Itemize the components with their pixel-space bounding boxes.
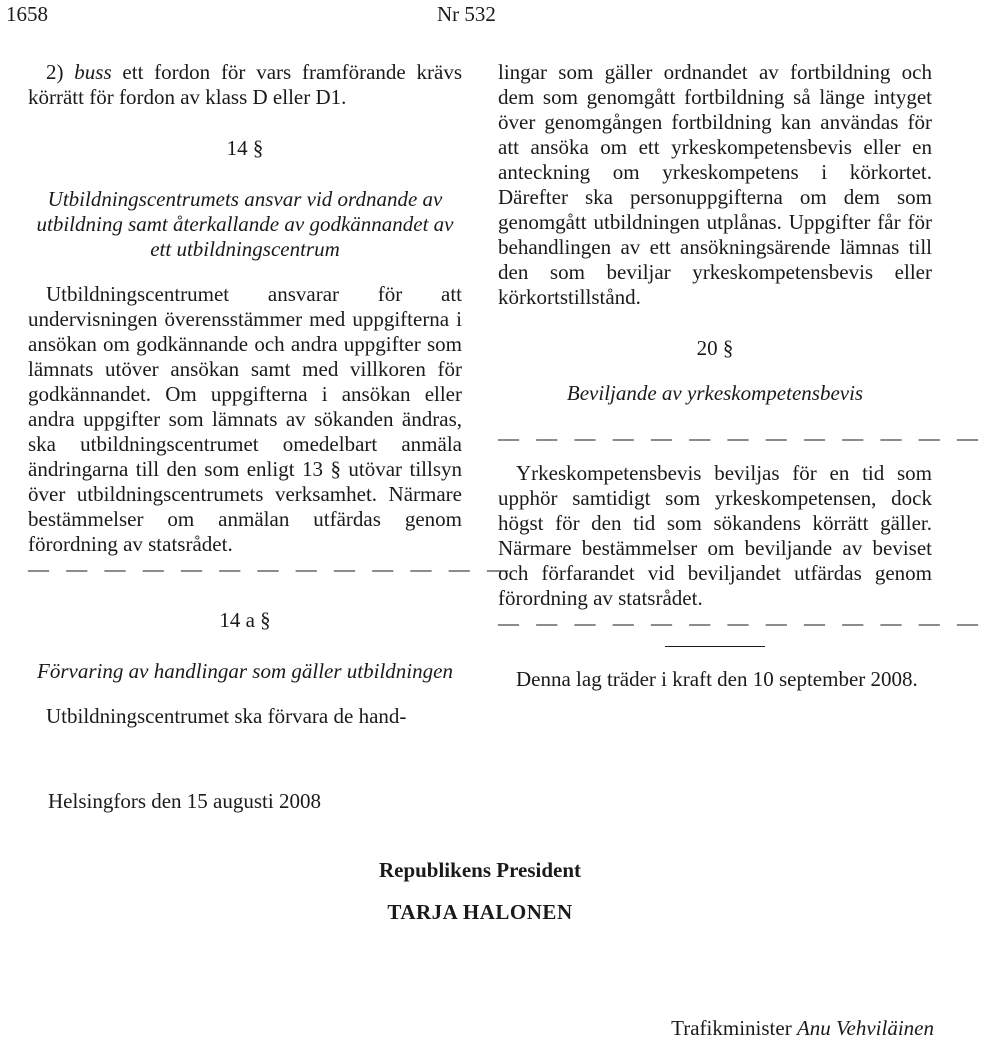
- definition-text: ett fordon för vars framförande krävs körrätt för fordon av klass D eller D1.: [28, 60, 462, 109]
- definition-paragraph: [28, 60, 462, 110]
- continuation-paragraph: lingar som gäller ordnandet av fortbildning och dem som genomgått fortbildning så länge intyget över genomgången fortbildning kan användas för att ansöka om ett yrkeskompetensbevis eller en anteckning om yrkeskompetens i körkortet. Därefter ska personuppgifterna om dem som genomgått utbildningen utplånas. Uppgifter får för behandlingen av ett ansökningsärende lämnas till den som beviljar yrkeskompetensbevis eller körkortstillstånd.: [498, 60, 932, 309]
- section-14-body: Utbildningscentrumet ansvarar för att undervisningen överensstämmer med uppgifterna i ansökan om godkännande och andra uppgifter som lämnats utöver ansökan samt med villkoren för godkännandet. Om uppgifterna i ansökan eller andra uppgifter som lämnats av sökanden ändras, ska utbildningscentrumet omedelbart anmäla ändringarna till den som enligt 13 § utövar tillsyn över utbildningscentrumets verksamhet. Närmare bestämmelser om anmälan utfärdas genom förordning av statsrådet.: [28, 282, 462, 556]
- section-14-title: Utbildningscentrumets ansvar vid ordnande av utbildning samt återkallande av godkännandet av ett utbildningscentrum: [36, 187, 454, 261]
- place-date: Helsingfors den 15 augusti 2008: [48, 789, 321, 813]
- minister-title: Trafikminister: [671, 1016, 792, 1040]
- definition-prefix: 2): [46, 60, 75, 84]
- section-14a-body: Utbildningscentrumet ska förvara de hand-: [46, 704, 407, 728]
- section-14a-heading: 14 a §: [219, 608, 271, 632]
- minister-name: Anu Vehviläinen: [796, 1016, 934, 1040]
- section-14-heading: 14 §: [226, 136, 264, 160]
- definition-term: buss: [74, 60, 112, 84]
- section-20-body: Yrkeskompetensbevis beviljas för en tid som upphör samtidigt som yrkeskompetensen, dock högst för den tid som sökandens körrätt gäller. Närmare bestämmelser om beviljande av beviset och förfarandet vid beviljandet utfärdas genom förordning av statsrådet.: [498, 461, 932, 610]
- omission-dashes: — — — — — — — — — — — — —: [28, 557, 514, 581]
- section-20-title: Beviljande av yrkeskompetensbevis: [566, 381, 864, 405]
- section-20-heading: 20 §: [696, 336, 734, 360]
- right-column: [498, 60, 984, 692]
- signatory-name: TARJA HALONEN: [387, 900, 573, 924]
- signatory-title: Republikens President: [378, 858, 582, 882]
- entry-into-force: Denna lag träder i kraft den 10 september 2008.: [516, 667, 918, 691]
- omission-dashes-bottom: — — — — — — — — — — — — —: [498, 611, 984, 635]
- omission-dashes-top: — — — — — — — — — — — — —: [498, 426, 984, 450]
- left-column: [28, 60, 514, 729]
- issue-number: Nr 532: [437, 2, 496, 26]
- minister-signature: [671, 1016, 934, 1041]
- section-14a-title: Förvaring av handlingar som gäller utbildningen: [37, 659, 453, 683]
- page-number: 1658: [6, 2, 48, 26]
